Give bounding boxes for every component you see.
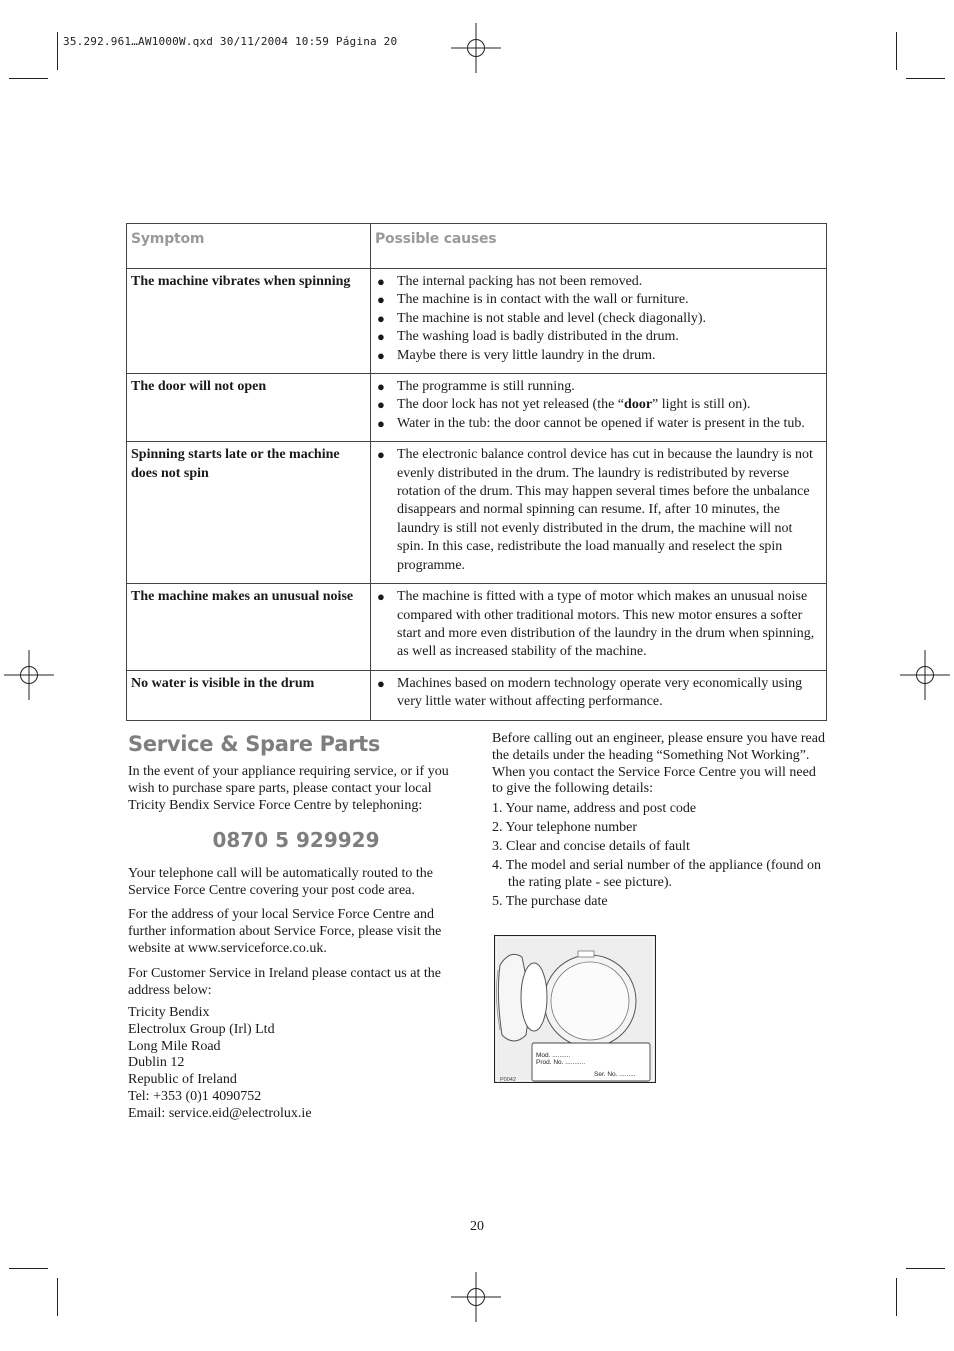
- service-intro: In the event of your appliance requiring service, or if you wish to purchase spare parts, please contact your local Tricity Bendix Service Force Centre by telephoning:: [128, 764, 449, 813]
- ireland-address: [128, 1005, 464, 1123]
- detail-item: 1. Your name, address and post code: [492, 801, 697, 817]
- bullet-icon: ●: [377, 274, 385, 289]
- causes-cell: [371, 670, 827, 720]
- cause-item: ● Maybe there is very little laundry in the drum.: [377, 347, 818, 365]
- table-row: [127, 442, 827, 584]
- bullet-icon: ●: [377, 415, 385, 431]
- detail-item: 2. Your telephone number: [492, 820, 638, 836]
- crop-mark: [906, 1268, 945, 1269]
- symptom-cell: No water is visible in the drum: [127, 670, 371, 720]
- symptom-cell: The machine vibrates when spinning: [127, 269, 371, 374]
- registration-mark-icon: [900, 650, 950, 700]
- crop-mark: [9, 78, 48, 79]
- symptom-cell: The door will not open: [127, 374, 371, 442]
- bullet-icon: ●: [377, 379, 385, 395]
- cause-item: ● The machine is fitted with a type of motor which makes an unusual noise compared with other traditional motors. This new motor ensures a softer start and more even distribution of the laundry in the drum when spinning, as well as increased stability of the machine.: [377, 589, 815, 660]
- table-row: [127, 584, 827, 671]
- crop-mark: [57, 32, 58, 70]
- crop-mark: [896, 32, 897, 70]
- cause-item: ● The washing load is badly distributed in the drum.: [377, 328, 818, 346]
- engineer-intro: Before calling out an engineer, please ensure you have read the details under the heading “Something Not Working”.: [492, 731, 825, 763]
- detail-item: 5. The purchase date: [492, 894, 608, 910]
- detail-item: 3. Clear and concise details of fault: [492, 839, 690, 855]
- cause-item: ● The door lock has not yet released (the “door” light is still on).: [377, 396, 818, 414]
- ireland-contact-text: For Customer Service in Ireland please contact us at the address below:: [128, 966, 441, 999]
- causes-cell: [371, 374, 827, 442]
- cause-item: ● Water in the tub: the door cannot be opened if water is present in the tub.: [377, 415, 818, 433]
- crop-mark: [906, 78, 945, 79]
- service-routing-text: Your telephone call will be automatically routed to the Service Force Centre covering your post code area.: [128, 866, 433, 899]
- rating-plate-picture: [494, 935, 656, 1083]
- address-line: Electrolux Group (Irl) Ltd: [128, 1021, 275, 1037]
- cause-item: ● Machines based on modern technology operate very economically using very little water without affecting performance.: [377, 675, 803, 710]
- address-line: Tricity Bendix: [128, 1004, 210, 1020]
- causes-header: Possible causes: [371, 224, 827, 269]
- causes-cell: [371, 584, 827, 671]
- service-section: [128, 730, 464, 1123]
- cause-item: ● The internal packing has not been removed.: [377, 273, 818, 291]
- crop-mark: [9, 1268, 48, 1269]
- table-row: [127, 670, 827, 720]
- service-phone-number: 0870 5 929929: [212, 828, 380, 853]
- symptom-header: Symptom: [127, 224, 371, 269]
- bullet-icon: ●: [377, 397, 385, 413]
- address-line: Email: service.eid@electrolux.ie: [128, 1105, 312, 1121]
- bullet-icon: ●: [377, 675, 385, 691]
- plate-ser-text: Ser. No. .........: [594, 1071, 636, 1078]
- table-row: [127, 269, 827, 374]
- address-line: Long Mile Road: [128, 1038, 221, 1054]
- registration-mark-icon: [4, 650, 54, 700]
- cause-item: ● The machine is not stable and level (check diagonally).: [377, 310, 818, 328]
- symptom-cell: Spinning starts late or the machine does not spin: [127, 442, 371, 584]
- bullet-icon: ●: [377, 310, 385, 326]
- plate-prod-text: Prod. No. ...........: [536, 1059, 586, 1066]
- page-number: 20: [470, 1219, 484, 1234]
- cause-item: ● The programme is still running.: [377, 378, 818, 396]
- details-list: [492, 801, 828, 911]
- table-row: [127, 374, 827, 442]
- table-header-row: [127, 224, 827, 269]
- bullet-icon: ●: [377, 347, 385, 363]
- bullet-icon: ●: [377, 292, 385, 308]
- bullet-icon: ●: [377, 447, 385, 463]
- symptom-cell: The machine makes an unusual noise: [127, 584, 371, 671]
- crop-mark: [896, 1278, 897, 1316]
- address-line: Tel: +353 (0)1 4090752: [128, 1088, 262, 1104]
- cause-item: ● The machine is in contact with the wall or furniture.: [377, 291, 818, 309]
- address-line: Republic of Ireland: [128, 1072, 237, 1088]
- address-line: Dublin 12: [128, 1055, 185, 1071]
- detail-item: 4. The model and serial number of the appliance (found on the rating plate - see picture).: [492, 858, 822, 891]
- cause-item: ● The electronic balance control device has cut in because the laundry is not evenly distributed in the drum. The laundry is redistributed by reverse rotation of the drum. This may happen several times before the unbalance disappears and normal spinning can resume. If, after 10 minutes, the laundry is still not evenly distributed in the drum, the machine will not spin. In this case, redistribute the load manually and reselect the spin programme.: [377, 447, 813, 573]
- service-heading: Service & Spare Parts: [128, 732, 381, 756]
- bullet-icon: ●: [377, 329, 385, 345]
- print-slug: 35.292.961…AW1000W.qxd 30/11/2004 10:59 Página 20: [63, 35, 398, 48]
- causes-cell: [371, 442, 827, 584]
- bullet-icon: ●: [377, 589, 385, 605]
- registration-mark-icon: [451, 1272, 501, 1322]
- engineer-details-intro: When you contact the Service Force Centre you will need to give the following details:: [492, 764, 816, 797]
- causes-cell: [371, 269, 827, 374]
- registration-mark-icon: [451, 23, 501, 73]
- troubleshooting-table: [126, 223, 827, 721]
- plate-mod-text: Mod. ..........: [536, 1052, 571, 1059]
- crop-mark: [57, 1278, 58, 1316]
- engineer-section: [492, 731, 828, 913]
- service-address-info: For the address of your local Service Force Centre and further information about Service Force, please visit the website at www.serviceforce.co.uk.: [128, 906, 442, 956]
- plate-code-text: P0042: [500, 1077, 516, 1083]
